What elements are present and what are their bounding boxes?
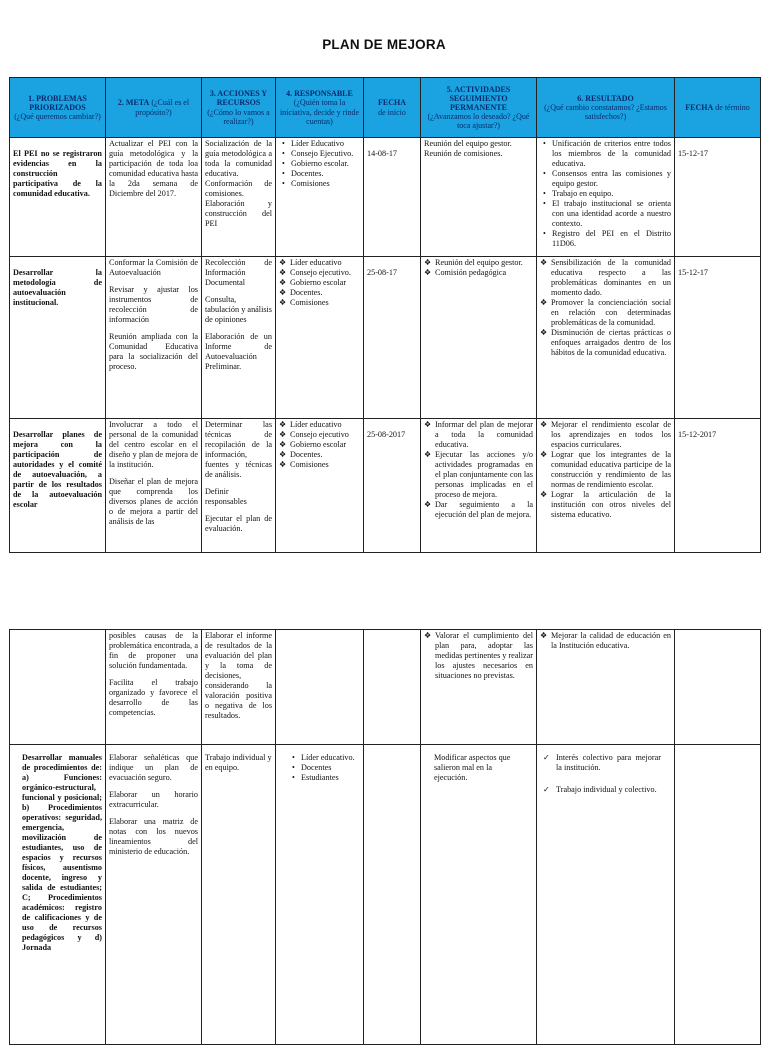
header-acciones: 3. ACCIONES Y RECURSOS (¿Cómo lo vamos a realizar?): [202, 78, 276, 138]
bullet-icon: •: [282, 139, 285, 148]
start-date-cell: 25-08-2017: [364, 419, 421, 553]
diamond-bullet-icon: ❖: [540, 450, 548, 459]
problem-cell: Desarrollar manuales de procedimientos de: a) Funciones: orgánico-estructural, funcional y posicional; b) Procedimientos operativos: seguridad, emergencia, movilización de estudiantes, uso de espacios y recursos físicos, ausentismo docente, ingreso y salida de estudiantes; C; Procedimientos académicos: registro de calificaciones y de uso de recursos pedagógicos y d) Jornada: [10, 745, 106, 1045]
diamond-bullet-icon: ❖: [279, 420, 287, 429]
diamond-bullet-icon: ❖: [279, 430, 287, 439]
activities-cell: Modificar aspectos que salieron mal en la ejecución.: [421, 745, 537, 1045]
diamond-bullet-icon: ❖: [424, 268, 432, 277]
activities-cell: ❖ Reunión del equipo gestor. ❖ Comisión pedagógica: [421, 257, 537, 419]
bullet-icon: •: [282, 179, 285, 188]
result-cell: ✓ Interés colectivo para mejorar la institución. ✓ Trabajo individual y colectivo.: [537, 745, 675, 1045]
diamond-bullet-icon: ❖: [279, 298, 287, 307]
diamond-bullet-icon: ❖: [279, 450, 287, 459]
diamond-bullet-icon: ❖: [540, 328, 548, 337]
problem-cell: Desarrollar la metodología de autoevaluación institucional.: [10, 257, 106, 419]
bullet-icon: •: [543, 199, 546, 208]
check-icon: ✓: [543, 753, 550, 762]
goal-cell: Actualizar el PEI con la guía metodológica y la participación de toda loa comunidad educativa hasta la 2da semana de Diciembre del 2017.: [106, 138, 202, 257]
end-date-cell: [675, 630, 761, 745]
diamond-bullet-icon: ❖: [424, 258, 432, 267]
responsible-cell: • Líder Educativo • Consejo Ejecutivo. • Gobierno escolar. • Docentes. • Comisiones: [276, 138, 364, 257]
activities-cell: Reunión del equipo gestor. Reunión de comisiones.: [421, 138, 537, 257]
problem-cell: El PEI no se registraron evidencias en la construcción participativa de la comunidad educativa.: [10, 138, 106, 257]
table-row: [10, 630, 761, 745]
responsible-cell: ❖ Líder educativo ❖ Consejo ejecutivo. ❖ Gobierno escolar ❖ Docentes. ❖ Comisiones: [276, 257, 364, 419]
responsible-cell: • Líder educativo. • Docentes • Estudiantes: [276, 745, 364, 1045]
improvement-plan-table-continued: [9, 629, 761, 1045]
start-date-cell: [364, 630, 421, 745]
diamond-bullet-icon: ❖: [279, 268, 287, 277]
header-problemas: 1. PROBLEMAS PRIORIZADOS (¿Qué queremos cambiar?): [10, 78, 106, 138]
actions-cell: Socialización de la guía metodológica a toda la comunidad educativa. Conformación de comisiones. Elaboración y construcción del PEI: [202, 138, 276, 257]
bullet-icon: •: [543, 189, 546, 198]
bullet-icon: •: [543, 229, 546, 238]
bullet-icon: •: [292, 763, 295, 772]
diamond-bullet-icon: ❖: [279, 278, 287, 287]
result-cell: ❖ Mejorar el rendimiento escolar de los aprendizajes en todos los espacios curriculares. ❖ Lograr que los integrantes de la comunidad educativa participe de la construcción y rendimiento de las normas de rendimiento escolar. ❖ Lograr la articulación de la institución con otros niveles del sistema educativo.: [537, 419, 675, 553]
diamond-bullet-icon: ❖: [279, 288, 287, 297]
header-actividades: 5. ACTIVIDADES SEGUIMIENTO PERMANENTE (¿Avanzamos lo deseado? ¿Qué toca ajustar?): [421, 78, 537, 138]
responsible-cell: [276, 630, 364, 745]
actions-cell: Determinar las técnicas de recopilación de la información, fuentes y técnicas de análisis. Definir responsables Ejecutar el plan de evaluación.: [202, 419, 276, 553]
page-title: PLAN DE MEJORA: [322, 37, 446, 52]
header-row: [10, 78, 761, 138]
problem-cell: [10, 630, 106, 745]
actions-cell: Recolección de Información Documental Consulta, tabulación y análisis de opiniones Elaboración de un Informe de Autoevaluación Preliminar.: [202, 257, 276, 419]
header-meta: 2. META (¿Cuál es el propósito?): [106, 78, 202, 138]
result-cell: ❖ Mejorar la calidad de educación en la Institución educativa.: [537, 630, 675, 745]
result-cell: • Unificación de criterios entre todos los miembros de la comunidad educativa. • Consensos entra las comisiones y equipo gestor. • Trabajo en equipo. • El trabajo institucional se orienta con una identidad acorde a nuestro contexto. • Registro del PEI en el Distrito 11D06.: [537, 138, 675, 257]
bullet-icon: •: [282, 159, 285, 168]
diamond-bullet-icon: ❖: [424, 500, 432, 509]
diamond-bullet-icon: ❖: [540, 258, 548, 267]
bullet-icon: •: [543, 169, 546, 178]
bullet-icon: •: [282, 149, 285, 158]
improvement-plan-table: [9, 77, 761, 553]
diamond-bullet-icon: ❖: [424, 450, 432, 459]
table-row: [10, 257, 761, 419]
end-date-cell: 15-12-17: [675, 138, 761, 257]
activities-cell: ❖ Valorar el cumplimiento del plan para, adoptar las medidas pertinentes y realizar los ajustes necesarios en situaciones no previstas.: [421, 630, 537, 745]
goal-cell: posibles causas de la problemática encontrada, a fin de proponer una solución fundamentada. Facilita el trabajo organizado y favorece el desarrollo de las competencias.: [106, 630, 202, 745]
start-date-cell: 14-08-17: [364, 138, 421, 257]
diamond-bullet-icon: ❖: [279, 258, 287, 267]
responsible-cell: ❖ Líder educativo ❖ Consejo ejecutivo ❖ Gobierno escolar ❖ Docentes. ❖ Comisiones: [276, 419, 364, 553]
problem-cell: Desarrollar planes de mejora con la participación de autoridades y el comité de autoevaluación, a partir de los resultados de la autoevaluación escolar: [10, 419, 106, 553]
bullet-icon: •: [282, 169, 285, 178]
header-responsable: 4. RESPONSABLE (¿Quién toma la iniciativa, decide y rinde cuentas): [276, 78, 364, 138]
diamond-bullet-icon: ❖: [424, 420, 432, 429]
header-fecha-inicio: FECHA de inicio: [364, 78, 421, 138]
check-icon: ✓: [543, 785, 550, 794]
diamond-bullet-icon: ❖: [279, 460, 287, 469]
activities-cell: ❖ Informar del plan de mejorar a toda la comunidad educativa. ❖ Ejecutar las acciones y/o actividades programadas en el plan conjuntamente con las personas implicadas en el proceso de mejora. ❖ Dar seguimiento a la ejecución del plan de mejora.: [421, 419, 537, 553]
bullet-icon: •: [292, 753, 295, 762]
bullet-icon: •: [292, 773, 295, 782]
table-row: [10, 745, 761, 1045]
end-date-cell: [675, 745, 761, 1045]
goal-cell: Elaborar señaléticas que indique un plan de evacuación seguro. Elaborar un horario extracurricular. Elaborar una matriz de notas con los nuevos lineamientos del ministerio de educación.: [106, 745, 202, 1045]
diamond-bullet-icon: ❖: [540, 631, 548, 640]
end-date-cell: 15-12-2017: [675, 419, 761, 553]
goal-cell: Conformar la Comisión de Autoevaluación Revisar y ajustar los instrumentos de recolección de información Reunión ampliada con la Comunidad Educativa para la socialización del proceso.: [106, 257, 202, 419]
diamond-bullet-icon: ❖: [424, 631, 432, 640]
diamond-bullet-icon: ❖: [279, 440, 287, 449]
start-date-cell: [364, 745, 421, 1045]
header-fecha-termino: FECHA de término: [675, 78, 761, 138]
actions-cell: Trabajo individual y en equipo.: [202, 745, 276, 1045]
diamond-bullet-icon: ❖: [540, 420, 548, 429]
table-row: [10, 138, 761, 257]
diamond-bullet-icon: ❖: [540, 298, 548, 307]
table-row: [10, 419, 761, 553]
diamond-bullet-icon: ❖: [540, 490, 548, 499]
actions-cell: Elaborar el informe de resultados de la evaluación del plan y la toma de decisiones, considerando la valoración positiva o negativa de los resultados.: [202, 630, 276, 745]
bullet-icon: •: [543, 139, 546, 148]
goal-cell: Involucrar a todo el personal de la comunidad del centro escolar en el diseño y plan de mejora de la institución. Diseñar el plan de mejora que comprenda los diversos planes de acción o de mejora a partir del análisis de las: [106, 419, 202, 553]
result-cell: ❖ Sensibilización de la comunidad educativa respecto a las problemáticas dominantes en un momento dado. ❖ Promover la concienciación social en relación con determinadas problemáticas de la comunidad. ❖ Disminución de ciertas prácticas o enfoques arraigados dentro de los hábitos de la comunidad educativa.: [537, 257, 675, 419]
start-date-cell: 25-08-17: [364, 257, 421, 419]
end-date-cell: 15-12-17: [675, 257, 761, 419]
header-resultado: 6. RESULTADO (¿Qué cambio constatamos? ¿Estamos satisfechos?): [537, 78, 675, 138]
